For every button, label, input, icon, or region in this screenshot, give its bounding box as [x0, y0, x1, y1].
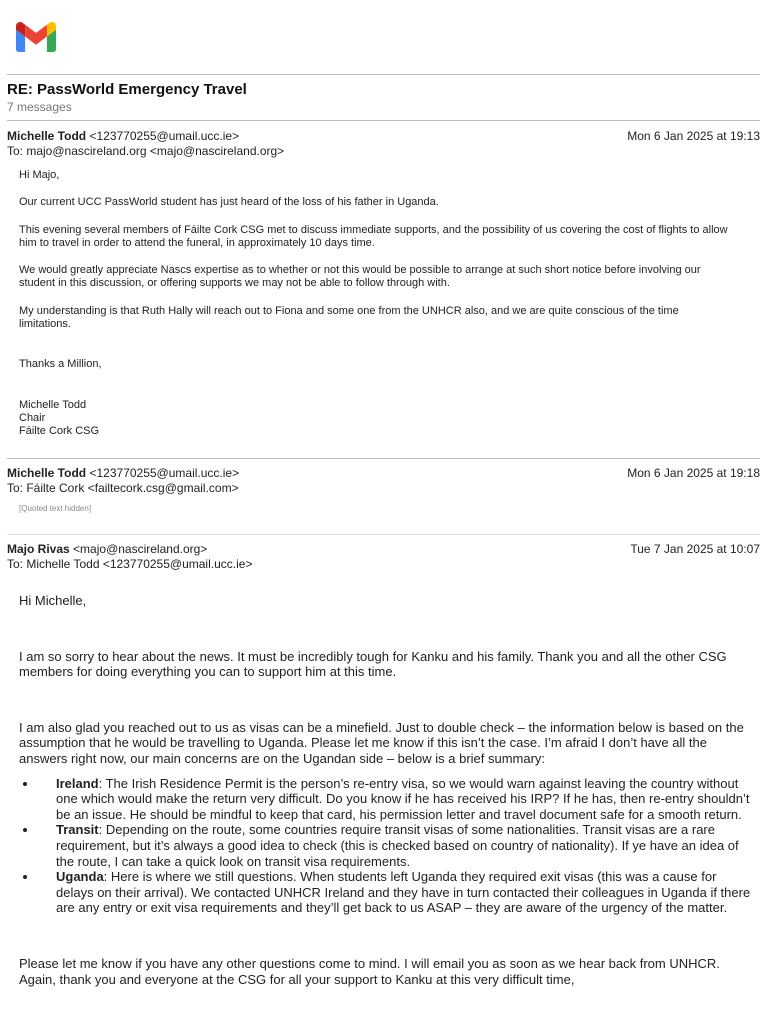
message-date: Mon 6 Jan 2025 at 19:18 [627, 466, 760, 480]
list-item-text: : Depending on the route, some countries require transit visas of some nationalities. Transit visas are a rare requirement, but it’s always a good idea to check (this is checked based on country of nationality). If ye have an idea of the route, I can take a quick look on transit visa requirements. [56, 822, 739, 869]
list-item [38, 822, 754, 869]
message-date: Tue 7 Jan 2025 at 10:07 [630, 542, 760, 556]
recipient-line: To: Fáilte Cork <failtecork.csg@gmail.com> [7, 481, 239, 495]
message-header [7, 542, 760, 571]
paragraph: This evening several members of Fáilte Cork CSG met to discuss immediate supports, and the possibility of us covering the cost of flights to allow him to travel in order to attend the funeral, in approximately 10 days time. [19, 223, 728, 249]
message-body [19, 169, 731, 439]
paragraph: I am also glad you reached out to us as visas can be a minefield. Just to double check – the information below is based on the assumption that he would be travelling to Uganda. Please let me know if this isn’t the case. I’m afraid I don’t have all the answers right now, our main concerns are on the Ugandan side – below is a brief summary: [19, 719, 744, 766]
summary-list [19, 776, 754, 916]
paragraph: My understanding is that Ruth Hally will reach out to Fiona and some one from the UNHCR also, and we are quite conscious of the time limitations. [19, 304, 679, 331]
list-item-term: Uganda [56, 869, 104, 885]
sender-email: <123770255@umail.ucc.ie> [89, 129, 240, 143]
signoff: Thanks a Million, [19, 358, 102, 371]
message-count: 7 messages [7, 100, 72, 114]
recipient-line: To: majo@nascireland.org <majo@nascireland.org> [7, 144, 285, 158]
header-divider [7, 74, 760, 75]
greeting: Hi Michelle, [19, 593, 87, 608]
paragraph: We would greatly appreciate Nascs expertise as to whether or not this would be possible to arrange at such short notice before involving our student in this discussion, or offering supports we may not be able to follow through with. [19, 264, 701, 290]
thread-subject: RE: PassWorld Emergency Travel [7, 81, 247, 98]
list-item [38, 776, 754, 823]
list-item-text: : The Irish Residence Permit is the person’s re-entry visa, so we would warn against leaving the country without one which would make the return very difficult. Do you know if he has received his IRP? If he has, then re-entry shouldn’t be an issue. He should be mindful to keep that card, his permission letter and travel document safe for a smooth return. [56, 775, 750, 822]
list-item [38, 869, 754, 916]
recipient-line: To: Michelle Todd <123770255@umail.ucc.ie> [7, 557, 253, 571]
signature-line: Chair [19, 411, 46, 424]
quoted-text-toggle[interactable]: [Quoted text hidden] [19, 504, 92, 513]
sender-name: Majo Rivas [7, 542, 70, 556]
message-header [7, 466, 760, 495]
paragraph: I am so sorry to hear about the news. It must be incredibly tough for Kanku and his family. Thank you and all the other CSG members for doing everything you can to support him at this time. [19, 648, 727, 680]
thread-divider [7, 120, 760, 121]
paragraph: Hi Majo, [19, 169, 60, 181]
message-body [19, 593, 754, 987]
message-divider [7, 534, 760, 535]
sender-name: Michelle Todd [7, 129, 87, 143]
message-divider [7, 458, 760, 459]
sender-email: <123770255@umail.ucc.ie> [89, 466, 240, 480]
list-item-text: : Here is where we still questions. When students left Uganda they required exit visas (this was a cause for delays on their arrival). We contacted UNHCR Ireland and they have in turn contacted their colleagues in Uganda if there are any entry or exit visa requirements and they’ll get back to us ASAP – they are aware of the urgency of the matter. [56, 869, 751, 916]
message-header [7, 129, 760, 158]
gmail-logo-icon [16, 22, 56, 52]
message-date: Mon 6 Jan 2025 at 19:13 [627, 129, 760, 143]
list-item-term: Transit [56, 822, 99, 838]
signature-line: Michelle Todd [19, 398, 87, 411]
sender-email: <majo@nascireland.org> [73, 542, 208, 556]
paragraph: Our current UCC PassWorld student has just heard of the loss of his father in Uganda. [19, 196, 439, 209]
paragraph: Please let me know if you have any other questions come to mind. I will email you as soon as we hear back from UNHCR. Again, thank you and everyone at the CSG for all your support to Kanku at this very difficult time, [19, 955, 720, 987]
list-item-term: Ireland [56, 775, 99, 791]
sender-name: Michelle Todd [7, 466, 87, 480]
signature-line: Fáilte Cork CSG [19, 425, 100, 438]
